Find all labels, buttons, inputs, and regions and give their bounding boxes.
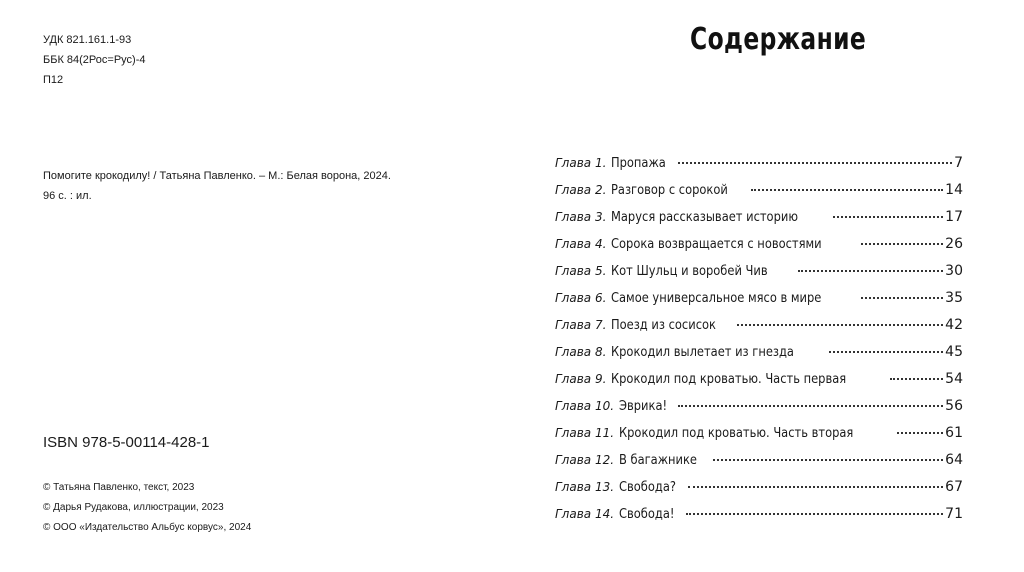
toc-chapter-number: Глава 3. — [555, 210, 607, 224]
toc-leader-dots — [686, 513, 943, 515]
toc-chapter-title: Свобода? — [619, 479, 676, 495]
author-mark: П12 — [43, 74, 64, 86]
toc-leader-dots — [678, 405, 944, 407]
toc-entry — [555, 344, 963, 371]
udk-code: УДК 821.161.1-93 — [43, 34, 132, 46]
toc-chapter-number: Глава 9. — [555, 372, 607, 386]
classification-codes — [43, 30, 145, 90]
toc-page-number: 42 — [945, 317, 963, 333]
toc-chapter-title: Крокодил под кроватью. Часть вторая — [619, 425, 854, 441]
toc-entry — [555, 236, 963, 263]
toc-chapter-number: Глава 13. — [555, 480, 615, 494]
toc-chapter-title: В багажнике — [619, 452, 698, 468]
toc-leader-dots — [751, 189, 943, 191]
toc-entry — [555, 263, 963, 290]
toc-entry — [555, 506, 963, 533]
toc-chapter-number: Глава 11. — [555, 426, 615, 440]
toc-leader-dots — [833, 216, 943, 218]
toc-entry — [555, 290, 963, 317]
isbn: ISBN 978-5-00114-428-1 — [43, 434, 210, 451]
toc-entry — [555, 155, 963, 182]
toc-page-number: 64 — [945, 452, 963, 468]
toc-leader-dots — [713, 459, 943, 461]
toc-page-number: 56 — [945, 398, 963, 414]
copyright-line: © Татьяна Павленко, текст, 2023 — [43, 482, 195, 493]
toc-entry — [555, 398, 963, 425]
bibliographic-record — [43, 166, 391, 206]
toc-chapter-number: Глава 2. — [555, 183, 607, 197]
toc-title: Содержание — [690, 22, 867, 57]
copyright-block — [43, 478, 251, 538]
biblio-line: Помогите крокодилу! / Татьяна Павленко. – М.: Белая ворона, 2024. — [43, 170, 391, 182]
toc-chapter-title: Маруся рассказывает историю — [611, 209, 799, 225]
toc-chapter-title: Сорока возвращается с новостями — [611, 236, 823, 252]
toc-page-number: 54 — [945, 371, 963, 387]
toc-chapter-number: Глава 10. — [555, 399, 615, 413]
toc-entry — [555, 452, 963, 479]
toc-chapter-number: Глава 14. — [555, 507, 615, 521]
toc-chapter-title: Кот Шульц и воробей Чив — [611, 263, 769, 279]
toc-page-number: 67 — [945, 479, 963, 495]
toc-entry — [555, 182, 963, 209]
toc-chapter-title: Крокодил под кроватью. Часть первая — [611, 371, 847, 387]
toc-chapter-number: Глава 4. — [555, 237, 607, 251]
copyright-line: © ООО «Издательство Альбус корвус», 2024 — [43, 522, 252, 533]
toc-page-number: 61 — [945, 425, 963, 441]
table-of-contents — [555, 155, 963, 533]
toc-chapter-number: Глава 12. — [555, 453, 615, 467]
toc-leader-dots — [737, 324, 943, 326]
toc-page-number: 17 — [945, 209, 963, 225]
toc-leader-dots — [798, 270, 943, 272]
toc-chapter-title: Эврика! — [619, 398, 668, 414]
toc-page-number: 26 — [945, 236, 963, 252]
toc-leader-dots — [829, 351, 944, 353]
toc-entry — [555, 317, 963, 344]
toc-chapter-number: Глава 5. — [555, 264, 607, 278]
toc-leader-dots — [897, 432, 943, 434]
toc-chapter-title: Крокодил вылетает из гнезда — [611, 344, 795, 360]
toc-chapter-number: Глава 8. — [555, 345, 607, 359]
toc-entry — [555, 479, 963, 506]
toc-chapter-number: Глава 1. — [555, 156, 607, 170]
toc-page-number: 45 — [945, 344, 963, 360]
copyright-line: © Дарья Рудакова, иллюстрации, 2023 — [43, 502, 224, 513]
toc-leader-dots — [890, 378, 943, 380]
toc-page-number: 71 — [945, 506, 963, 522]
toc-entry — [555, 425, 963, 452]
toc-chapter-title: Разговор с сорокой — [611, 182, 729, 198]
toc-leader-dots — [861, 297, 943, 299]
bbk-code: ББК 84(2Рос=Рус)-4 — [43, 54, 146, 66]
toc-chapter-title: Пропажа — [611, 155, 667, 171]
toc-page-number: 35 — [945, 290, 963, 306]
biblio-line: 96 с. : ил. — [43, 190, 92, 202]
toc-chapter-title: Поезд из сосисок — [611, 317, 717, 333]
toc-chapter-title: Самое универсальное мясо в мире — [611, 290, 822, 306]
toc-leader-dots — [678, 162, 952, 164]
toc-chapter-number: Глава 7. — [555, 318, 607, 332]
toc-page-number: 30 — [945, 263, 963, 279]
toc-leader-dots — [861, 243, 943, 245]
toc-chapter-number: Глава 6. — [555, 291, 607, 305]
toc-chapter-title: Свобода! — [619, 506, 675, 522]
toc-page-number: 14 — [945, 182, 963, 198]
toc-leader-dots — [688, 486, 943, 488]
toc-entry — [555, 371, 963, 398]
toc-page-number: 7 — [954, 155, 963, 171]
toc-entry — [555, 209, 963, 236]
